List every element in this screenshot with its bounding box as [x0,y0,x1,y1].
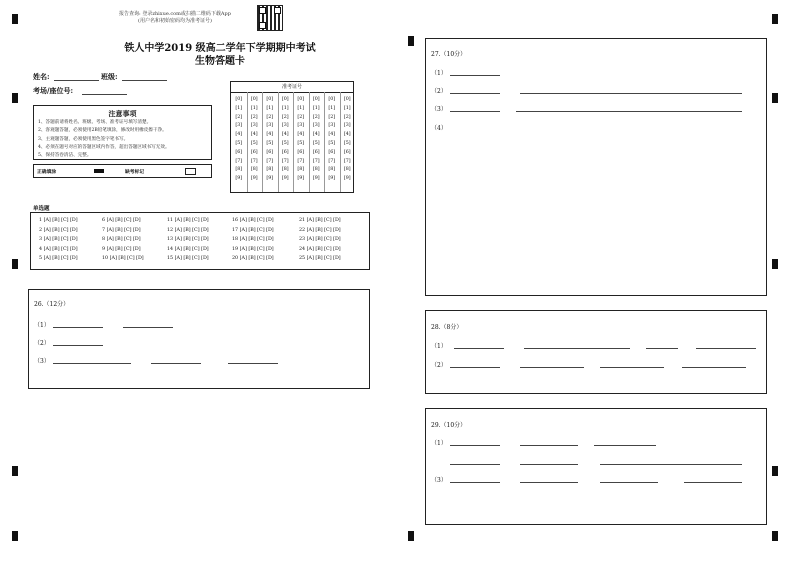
mc-question-row[interactable]: 17 [A] [B] [C] [D] [232,227,274,233]
exam-id-column [342,96,352,184]
exam-id-digit-bubble[interactable]: [2] [266,114,274,120]
exam-id-column [311,96,321,184]
mc-question-row[interactable]: 15 [A] [B] [C] [D] [167,256,209,262]
mc-question-row[interactable]: 3 [A] [B] [C] [D] [39,237,78,243]
exam-id-digit-bubble[interactable]: [0] [235,97,243,102]
q28-title: 28.（8分） [431,324,463,331]
q27-title: 27.（10分） [431,51,467,58]
q29-3-blank-b[interactable] [520,482,578,483]
exam-id-digit-bubble[interactable]: [3] [250,123,258,129]
correct-fill-sample [94,169,104,173]
exam-id-digit-bubble[interactable]: [7] [266,158,274,164]
exam-id-digit-bubble[interactable]: [1] [266,105,274,111]
exam-id-digit-bubble[interactable]: [2] [235,114,243,120]
exam-id-digit-bubble[interactable]: [7] [328,158,336,164]
exam-id-digit-bubble[interactable]: [8] [281,167,289,173]
exam-id-digit-bubble[interactable]: [8] [250,167,258,173]
exam-id-digit-bubble[interactable]: [6] [250,149,258,155]
exam-id-digit-bubble[interactable]: [7] [235,158,243,164]
exam-id-digit-bubble[interactable]: [0] [328,97,336,102]
exam-id-digit-bubble[interactable]: [0] [281,97,289,102]
mc-question-row[interactable]: 6 [A] [B] [C] [D] [102,218,141,223]
mc-question-row[interactable]: 5 [A] [B] [C] [D] [39,256,78,262]
name-field[interactable] [54,80,99,81]
exam-id-digit-bubble[interactable]: [8] [297,167,305,173]
exam-id-digit-bubble[interactable]: [5] [328,140,336,146]
q27-box [425,38,767,296]
q29-3-blank-a[interactable] [450,482,500,483]
exam-id-digit-bubble[interactable]: [0] [297,97,305,102]
mc-question-row[interactable]: 21 [A] [B] [C] [D] [299,218,341,223]
exam-id-digit-bubble[interactable]: [6] [312,149,320,155]
exam-id-digit-bubble[interactable]: [1] [343,105,351,111]
exam-id-digit-bubble[interactable]: [7] [297,158,305,164]
seat-label: 考场/座位号: [33,86,74,95]
mc-question-row[interactable]: 9 [A] [B] [C] [D] [102,246,141,252]
exam-id-digit-bubble[interactable]: [9] [297,176,305,182]
registration-mark [408,36,414,46]
exam-id-digit-bubble[interactable]: [3] [235,123,243,129]
q26-3-blank-c[interactable] [228,363,278,364]
q29-3-blank-d[interactable] [684,482,742,483]
mc-section-title: 单选题 [33,206,50,212]
q29-title: 29.（10分） [431,422,467,429]
notes-title: 注意事项 [108,109,137,118]
registration-mark [772,531,778,541]
exam-id-divider [262,92,263,192]
exam-id-digit-bubble[interactable]: [4] [343,132,351,138]
q26-2-blank-a[interactable] [53,345,103,346]
class-label: 班级: [101,72,118,81]
q27-num-3: （3） [431,106,447,113]
exam-id-digit-bubble[interactable]: [8] [312,167,320,173]
mc-question-row[interactable]: 11 [A] [B] [C] [D] [167,218,209,223]
exam-id-digit-bubble[interactable]: [5] [281,140,289,146]
exam-id-digit-bubble[interactable]: [4] [235,132,243,138]
exam-id-digit-bubble[interactable]: [1] [328,105,336,111]
registration-mark [12,531,18,541]
exam-id-digit-bubble[interactable]: [2] [281,114,289,120]
exam-id-digit-bubble[interactable]: [4] [250,132,258,138]
exam-id-column [265,96,275,184]
mc-question-row[interactable]: 25 [A] [B] [C] [D] [299,256,341,262]
exam-id-digit-bubble[interactable]: [9] [312,176,320,182]
q27-1-blank-a[interactable] [450,75,500,76]
correct-fill-label: 正确填涂 [37,169,57,175]
registration-mark [12,93,18,103]
exam-id-digit-bubble[interactable]: [7] [281,158,289,164]
exam-id-digit-bubble[interactable]: [1] [297,105,305,111]
exam-id-divider [324,92,325,192]
q29-num-3: （3） [431,477,447,484]
exam-id-divider [278,92,279,192]
mc-answer-box [30,212,370,270]
exam-id-digit-bubble[interactable]: [1] [312,105,320,111]
q29-2-blank-b[interactable] [520,464,578,465]
q28-2-blank-a[interactable] [450,367,500,368]
exam-id-digit-bubble[interactable]: [6] [281,149,289,155]
name-label: 姓名: [33,72,50,81]
q28-2-blank-d[interactable] [682,367,746,368]
exam-id-divider [340,92,341,192]
exam-id-digit-bubble[interactable]: [6] [343,149,351,155]
q29-2-blank-c[interactable] [600,464,742,465]
q27-num-4: （4） [431,125,447,132]
exam-id-column [296,96,306,184]
exam-id-grid [230,81,354,193]
absent-mark-label: 缺考标记 [125,169,145,175]
exam-id-digit-bubble[interactable]: [2] [343,114,351,120]
exam-id-digit-bubble[interactable]: [5] [266,140,274,146]
q29-1-blank-b[interactable] [520,445,578,446]
class-field[interactable] [122,80,167,81]
mc-question-row[interactable]: 1 [A] [B] [C] [D] [39,218,78,223]
q26-3-blank-b[interactable] [151,363,201,364]
mc-question-row[interactable]: 10 [A] [B] [C] [D] [102,256,144,262]
exam-id-digit-bubble[interactable]: [9] [235,176,243,182]
exam-id-digit-bubble[interactable]: [6] [235,149,243,155]
exam-id-digit-bubble[interactable]: [8] [266,167,274,173]
registration-mark [772,93,778,103]
notes-item: 5、保持答卷清洁、完整。 [38,153,92,159]
q27-num-2: （2） [431,88,447,95]
mc-question-row[interactable]: 4 [A] [B] [C] [D] [39,246,78,252]
q26-3-blank-a[interactable] [53,363,131,364]
mc-question-row[interactable]: 22 [A] [B] [C] [D] [299,227,341,233]
q29-2-blank-a[interactable] [450,464,500,465]
exam-id-digit-bubble[interactable]: [1] [281,105,289,111]
exam-id-digit-bubble[interactable]: [7] [250,158,258,164]
exam-id-digit-bubble[interactable]: [6] [297,149,305,155]
mc-question-row[interactable]: 18 [A] [B] [C] [D] [232,237,274,243]
exam-id-digit-bubble[interactable]: [6] [266,149,274,155]
exam-id-digit-bubble[interactable]: [5] [297,140,305,146]
exam-id-digit-bubble[interactable]: [9] [281,176,289,182]
exam-id-digit-bubble[interactable]: [5] [250,140,258,146]
q28-1-blank-c[interactable] [646,348,678,349]
mc-question-row[interactable]: 23 [A] [B] [C] [D] [299,237,341,243]
q28-1-blank-a[interactable] [454,348,504,349]
notes-box [33,105,212,160]
q27-2-blank-b[interactable] [520,93,742,94]
q27-num-1: （1） [431,70,447,77]
exam-id-divider [247,92,248,192]
exam-id-digit-bubble[interactable]: [9] [343,176,351,182]
exam-id-digit-bubble[interactable]: [1] [235,105,243,111]
sample-fill-box [33,164,212,178]
exam-id-digit-bubble[interactable]: [6] [328,149,336,155]
qr-code[interactable] [257,5,283,31]
exam-id-digit-bubble[interactable]: [5] [312,140,320,146]
registration-mark [772,259,778,269]
mc-question-row[interactable]: 7 [A] [B] [C] [D] [102,227,141,233]
mc-question-row[interactable]: 8 [A] [B] [C] [D] [102,237,141,243]
seat-field[interactable] [82,94,127,95]
q29-3-blank-c[interactable] [600,482,658,483]
exam-id-digit-bubble[interactable]: [3] [343,123,351,129]
q29-box [425,408,767,525]
q28-1-blank-b[interactable] [524,348,630,349]
q29-1-blank-c[interactable] [594,445,656,446]
q26-1-blank-b[interactable] [123,327,173,328]
exam-id-digit-bubble[interactable]: [0] [250,97,258,102]
exam-id-digit-bubble[interactable]: [8] [235,167,243,173]
registration-mark [12,14,18,24]
notes-item: 2、客观题答题，必须使用2B铅笔填涂，修改时用橡皮擦干净。 [38,128,167,134]
q28-2-blank-b[interactable] [520,367,584,368]
mc-question-row[interactable]: 20 [A] [B] [C] [D] [232,256,274,262]
exam-id-digit-bubble[interactable]: [7] [343,158,351,164]
q28-1-blank-d[interactable] [696,348,756,349]
q28-2-blank-c[interactable] [600,367,664,368]
exam-id-digit-bubble[interactable]: [3] [281,123,289,129]
exam-id-digit-bubble[interactable]: [8] [343,167,351,173]
exam-id-title: 准考证号 [231,82,353,93]
exam-id-digit-bubble[interactable]: [0] [266,97,274,102]
registration-mark [12,466,18,476]
exam-id-digit-bubble[interactable]: [9] [328,176,336,182]
exam-id-column [280,96,290,184]
registration-mark [12,259,18,269]
exam-id-digit-bubble[interactable]: [3] [297,123,305,129]
registration-mark [772,14,778,24]
report-notice [110,11,240,25]
q26-num-1: （1） [34,322,50,329]
exam-id-digit-bubble[interactable]: [2] [250,114,258,120]
exam-id-digit-bubble[interactable]: [0] [343,97,351,102]
exam-id-digit-bubble[interactable]: [9] [266,176,274,182]
exam-id-digit-bubble[interactable]: [7] [312,158,320,164]
q29-num-1: （1） [431,440,447,447]
page-title: 铁人中学2019 级高二学年下学期期中考试 [124,43,316,54]
notes-item: 1、答题前请将姓名、班级、考场、准考证号填写清楚。 [38,120,152,125]
exam-id-digit-bubble[interactable]: [5] [235,140,243,146]
exam-id-column [327,96,337,184]
report-notice-line2: (用户名和初始密码均为准考证号) [138,18,212,24]
mc-question-row[interactable]: 14 [A] [B] [C] [D] [167,246,209,252]
q26-num-2: （2） [34,340,50,347]
absent-mark-checkbox[interactable] [185,168,196,175]
exam-id-digit-bubble[interactable]: [4] [312,132,320,138]
q26-box [28,289,370,389]
exam-id-digit-bubble[interactable]: [3] [312,123,320,129]
exam-id-divider [309,92,310,192]
exam-id-digit-bubble[interactable]: [1] [250,105,258,111]
q26-1-blank-a[interactable] [53,327,103,328]
mc-question-row[interactable]: 16 [A] [B] [C] [D] [232,218,274,223]
exam-id-digit-bubble[interactable]: [8] [328,167,336,173]
mc-question-row[interactable]: 19 [A] [B] [C] [D] [232,246,274,252]
report-notice-line1: 报告查询: 登录zhixue.com或扫描二维码下载App [119,11,231,17]
exam-id-digit-bubble[interactable]: [0] [312,97,320,102]
exam-id-column [249,96,259,184]
exam-id-column [234,96,244,184]
exam-id-digit-bubble[interactable]: [2] [328,114,336,120]
exam-id-digit-bubble[interactable]: [4] [328,132,336,138]
registration-mark [408,531,414,541]
exam-id-digit-bubble[interactable]: [9] [250,176,258,182]
q28-box [425,310,767,394]
registration-mark [772,466,778,476]
mc-question-row[interactable]: 12 [A] [B] [C] [D] [167,227,209,233]
mc-question-row[interactable]: 13 [A] [B] [C] [D] [167,237,209,243]
q28-num-1: （1） [431,343,447,350]
q26-title: 26.（12分） [34,301,70,308]
mc-question-row[interactable]: 24 [A] [B] [C] [D] [299,246,341,252]
exam-id-digit-bubble[interactable]: [3] [328,123,336,129]
page-subtitle: 生物答题卡 [195,56,245,67]
exam-id-digit-bubble[interactable]: [4] [266,132,274,138]
exam-id-digit-bubble[interactable]: [2] [297,114,305,120]
q26-num-3: （3） [34,358,50,365]
q27-3-blank-b[interactable] [516,111,742,112]
exam-id-digit-bubble[interactable]: [2] [312,114,320,120]
exam-id-digit-bubble[interactable]: [3] [266,123,274,129]
exam-id-divider [293,92,294,192]
exam-id-digit-bubble[interactable]: [5] [343,140,351,146]
exam-id-digit-bubble[interactable]: [4] [281,132,289,138]
q29-1-blank-a[interactable] [450,445,500,446]
exam-id-digit-bubble[interactable]: [4] [297,132,305,138]
q27-2-blank-a[interactable] [450,93,500,94]
notes-item: 3、主观题答题，必须使用黑色签字笔书写。 [38,136,129,142]
mc-question-row[interactable]: 2 [A] [B] [C] [D] [39,227,78,233]
q28-num-2: （2） [431,362,447,369]
q27-3-blank-a[interactable] [450,111,500,112]
notes-item: 4、必须在题号对应的答题区域内作答，超出答题区域书写无效。 [38,144,170,150]
